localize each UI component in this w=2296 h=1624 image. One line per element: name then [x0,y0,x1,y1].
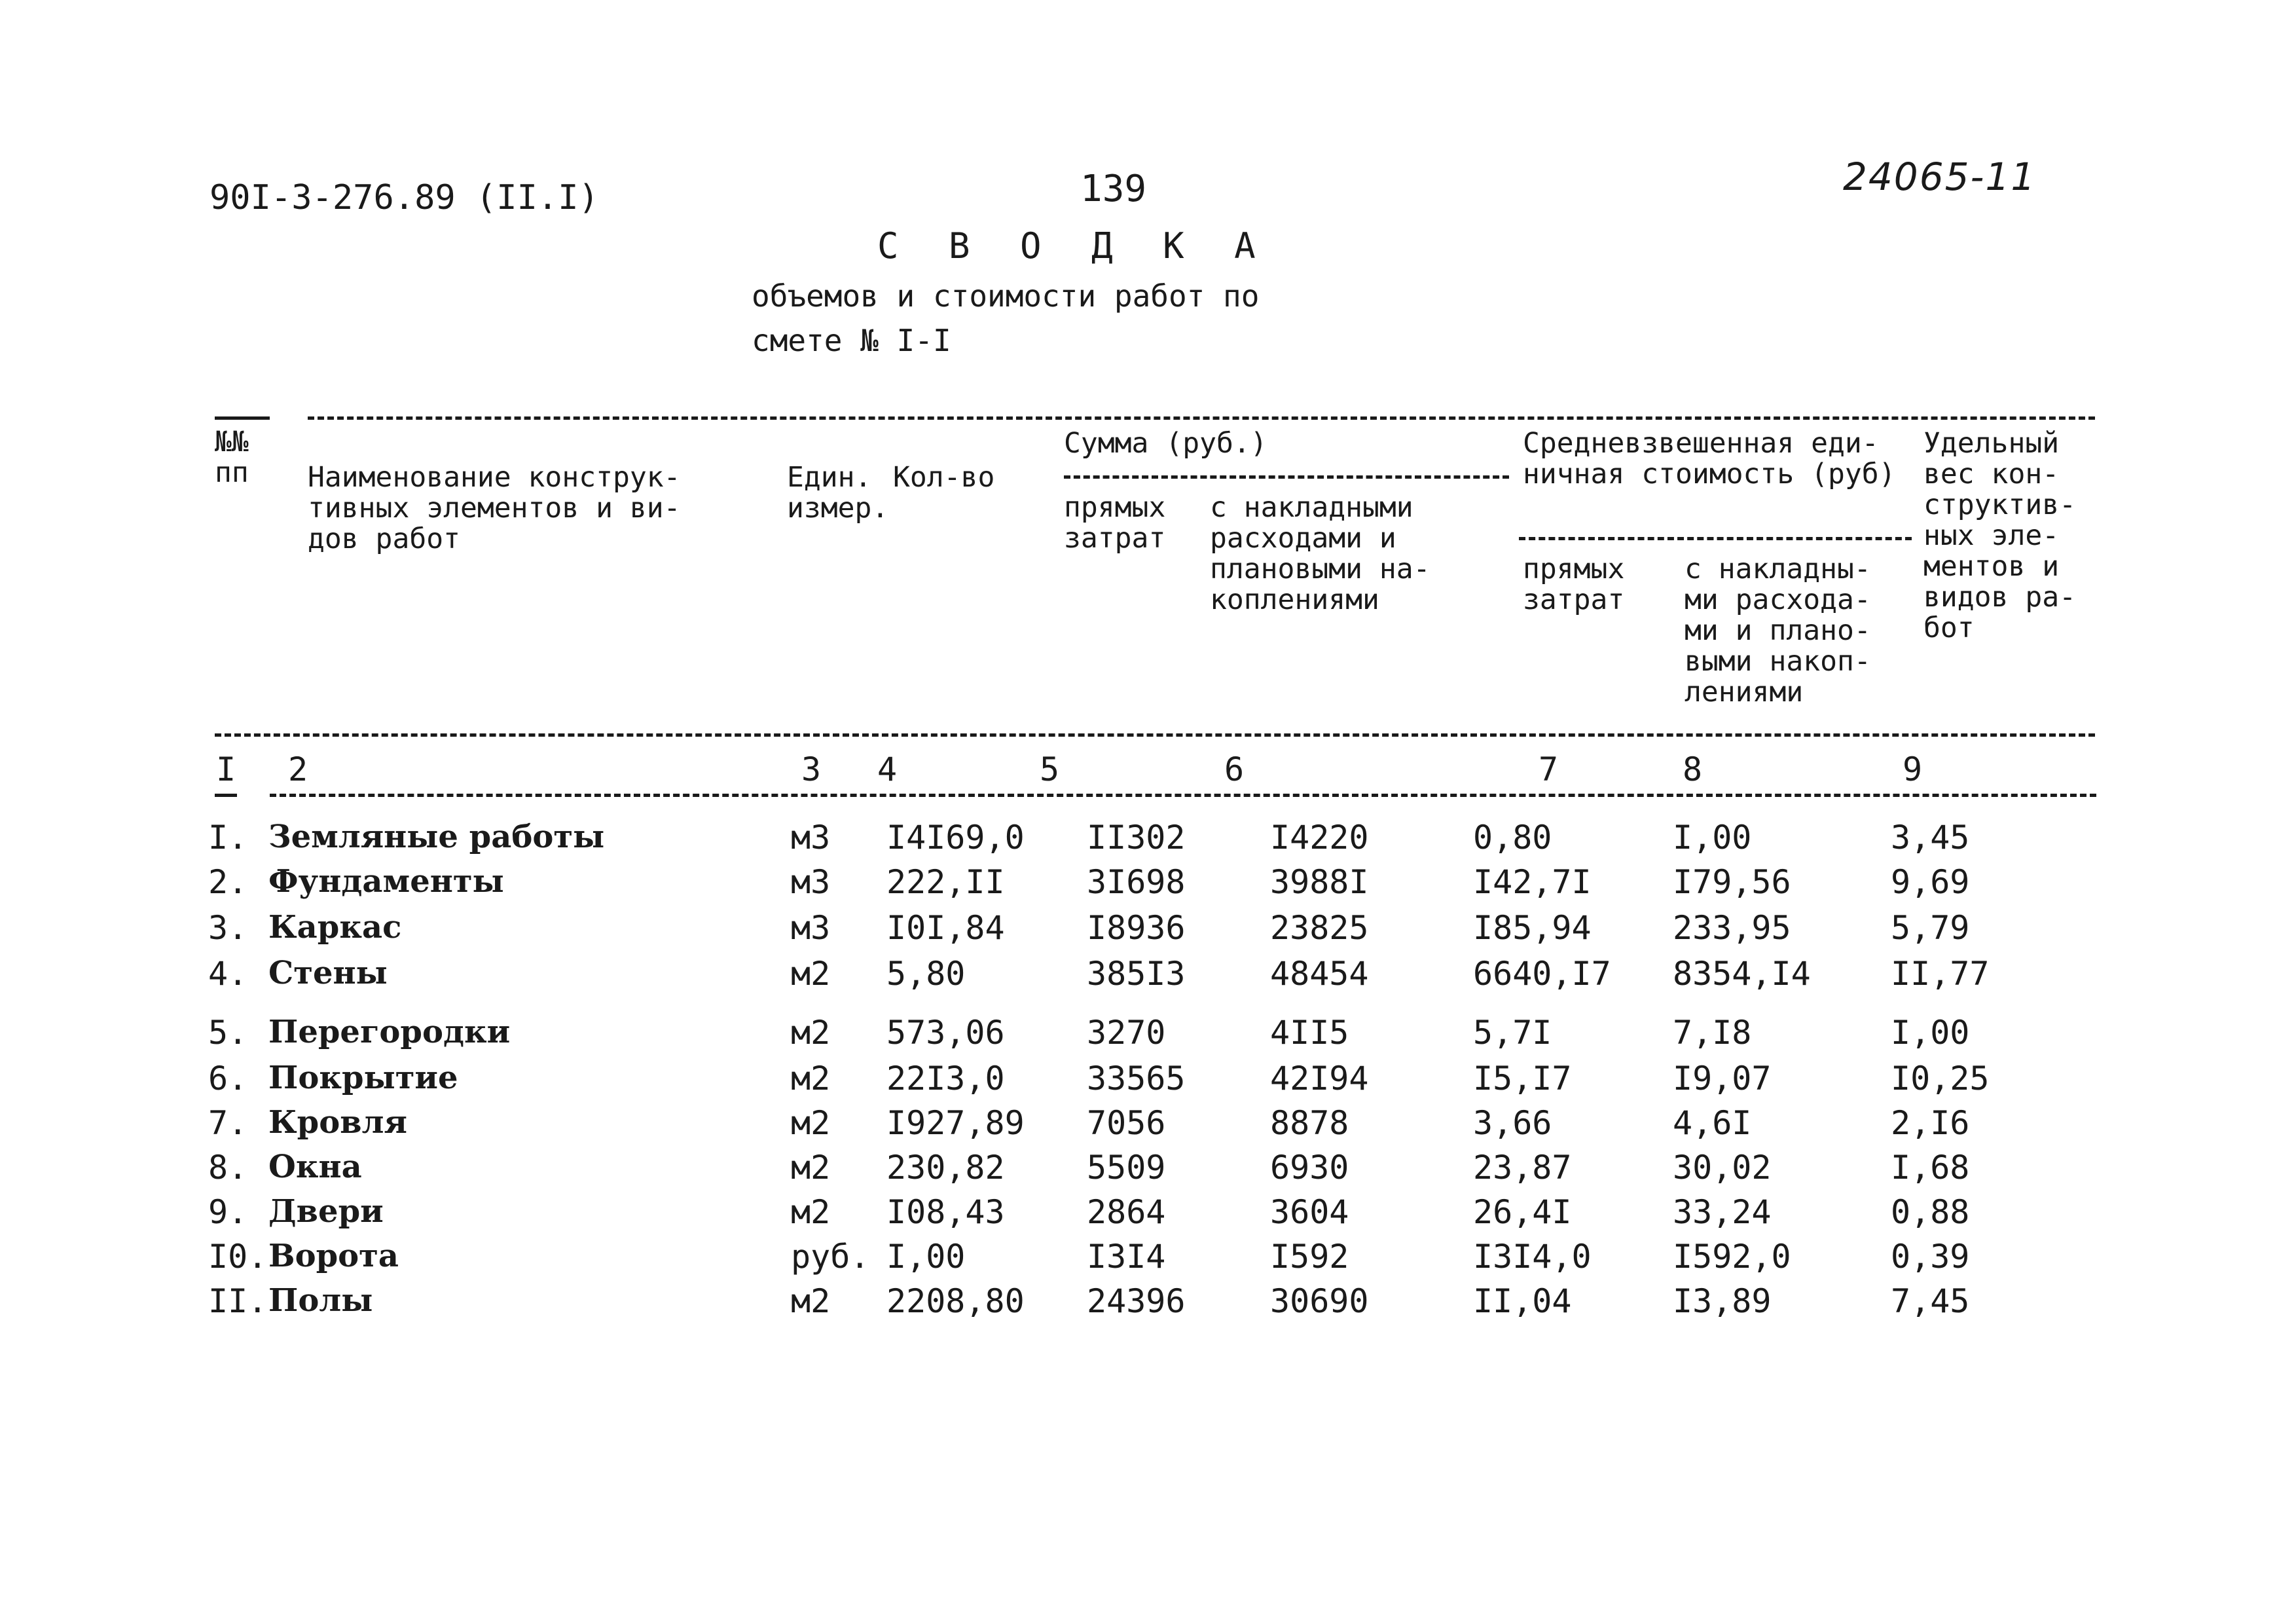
cell-avg-overhead: I,00 [1673,819,1752,857]
cell-num: I0. [208,1238,268,1276]
header-avg-overhead: с накладны- ми расхода- ми и плано- выми накоп- лениями [1685,553,1871,709]
column-number: 8 [1683,750,1703,788]
cell-avg-direct: 0,80 [1473,819,1552,857]
cell-name: Двери [268,1193,384,1230]
cell-share: 0,39 [1891,1238,1970,1276]
table-top-rule [215,416,270,420]
cell-qty: I927,89 [886,1104,1025,1142]
cell-direct: 5509 [1087,1149,1166,1187]
cell-name: Фундаменты [268,863,504,900]
column-number-underline [215,794,237,797]
header-avg-group: Средневзвешенная еди- ничная стоимость (руб) [1523,427,1896,490]
column-number: 9 [1903,750,1923,788]
column-number: 7 [1539,750,1559,788]
cell-unit: м2 [791,955,831,993]
cell-share: I,00 [1891,1014,1970,1052]
cell-name: Каркас [268,909,402,946]
cell-avg-overhead: 4,6I [1673,1104,1752,1142]
cell-unit: руб. [791,1238,870,1276]
cell-unit: м3 [791,863,831,901]
cell-avg-direct: I85,94 [1473,909,1592,947]
cell-avg-overhead: I9,07 [1673,1060,1772,1098]
cell-name: Покрытие [268,1060,458,1096]
header-share: Удельный вес кон- структив- ных эле- ментов и видов ра- бот [1923,427,2076,644]
cell-share: 9,69 [1891,863,1970,901]
cell-num: 2. [208,863,248,901]
cell-overhead: 23825 [1270,909,1369,947]
cell-num: 8. [208,1149,248,1187]
cell-overhead: 30690 [1270,1282,1369,1320]
cell-avg-overhead: I3,89 [1673,1282,1772,1320]
cell-avg-direct: 6640,I7 [1473,955,1611,993]
cell-avg-direct: 3,66 [1473,1104,1552,1142]
cell-direct: 3I698 [1087,863,1186,901]
document-code: 90I-3-276.89 (II.I) [210,178,599,217]
cell-unit: м3 [791,909,831,947]
cell-num: I. [208,819,248,857]
cell-name: Перегородки [268,1014,511,1050]
cell-avg-overhead: 8354,I4 [1673,955,1811,993]
cell-direct: 385I3 [1087,955,1186,993]
header-unit: Един. измер. [787,461,889,525]
column-number: 3 [801,750,822,788]
cell-qty: I,00 [886,1238,966,1276]
cell-overhead: 42I94 [1270,1060,1369,1098]
cell-num: 5. [208,1014,248,1052]
header-num: №№ пп [215,426,249,489]
cell-overhead: 48454 [1270,955,1369,993]
cell-share: II,77 [1891,955,1990,993]
header-sum-group: Сумма (руб.) [1064,427,1267,460]
header-bottom-rule [215,733,2095,737]
handwritten-number: 24065-11 [1843,155,2037,199]
column-number-rule [270,794,2096,797]
cell-qty: 230,82 [886,1149,1005,1187]
cell-overhead: I592 [1270,1238,1349,1276]
cell-direct: 33565 [1087,1060,1186,1098]
cell-name: Полы [268,1282,373,1319]
cell-avg-direct: 23,87 [1473,1149,1572,1187]
cell-avg-direct: II,04 [1473,1282,1572,1320]
cell-avg-direct: I3I4,0 [1473,1238,1592,1276]
cell-direct: 2864 [1087,1193,1166,1231]
cell-overhead: 3604 [1270,1193,1349,1231]
cell-qty: 2208,80 [886,1282,1025,1320]
table-top-rule [308,416,2095,420]
cell-num: II. [208,1282,268,1320]
cell-direct: I3I4 [1087,1238,1166,1276]
sum-group-rule [1064,475,1509,479]
column-number: 4 [877,750,898,788]
cell-unit: м2 [791,1149,831,1187]
cell-avg-direct: 5,7I [1473,1014,1552,1052]
cell-avg-overhead: 33,24 [1673,1193,1772,1231]
cell-unit: м2 [791,1014,831,1052]
column-number: I [216,750,236,788]
header-qty: Кол-во [893,461,995,494]
cell-qty: 5,80 [886,955,966,993]
cell-unit: м2 [791,1282,831,1320]
cell-name: Стены [268,955,388,991]
cell-avg-overhead: I592,0 [1673,1238,1791,1276]
cell-num: 4. [208,955,248,993]
cell-unit: м2 [791,1104,831,1142]
cell-unit: м2 [791,1060,831,1098]
cell-direct: 7056 [1087,1104,1166,1142]
cell-share: I0,25 [1891,1060,1990,1098]
page-number: 139 [1080,168,1147,210]
cell-overhead: 4II5 [1270,1014,1349,1052]
header-avg-direct: прямых затрат [1523,553,1625,616]
cell-share: 3,45 [1891,819,1970,857]
cell-direct: 24396 [1087,1282,1186,1320]
header-sum-overhead: с накладными расходами и плановыми на- коплениями [1210,491,1430,616]
document-subtitle [752,274,1259,363]
cell-num: 6. [208,1060,248,1098]
subtitle-line: объемов и стоимости работ по [752,278,1260,314]
cell-num: 7. [208,1104,248,1142]
cell-name: Земляные работы [268,819,605,855]
cell-name: Окна [268,1149,362,1185]
cell-share: 5,79 [1891,909,1970,947]
cell-avg-direct: I42,7I [1473,863,1592,901]
cell-overhead: 3988I [1270,863,1369,901]
cell-overhead: 8878 [1270,1104,1349,1142]
cell-num: 3. [208,909,248,947]
cell-qty: 573,06 [886,1014,1005,1052]
cell-name: Ворота [268,1238,399,1274]
cell-qty: I0I,84 [886,909,1005,947]
column-number: 5 [1040,750,1060,788]
cell-qty: 222,II [886,863,1005,901]
column-number: 6 [1224,750,1245,788]
cell-avg-overhead: 7,I8 [1673,1014,1752,1052]
cell-num: 9. [208,1193,248,1231]
cell-avg-direct: I5,I7 [1473,1060,1572,1098]
cell-avg-overhead: 233,95 [1673,909,1791,947]
cell-unit: м2 [791,1193,831,1231]
cell-direct: II302 [1087,819,1186,857]
cell-share: I,68 [1891,1149,1970,1187]
cell-share: 7,45 [1891,1282,1970,1320]
avg-group-rule [1519,537,1912,540]
cell-qty: I4I69,0 [886,819,1025,857]
cell-qty: 22I3,0 [886,1060,1005,1098]
cell-overhead: 6930 [1270,1149,1349,1187]
cell-direct: I8936 [1087,909,1186,947]
cell-name: Кровля [268,1104,407,1141]
cell-avg-direct: 26,4I [1473,1193,1572,1231]
document-title: С В О Д К А [877,225,1270,267]
cell-avg-overhead: I79,56 [1673,863,1791,901]
subtitle-line: смете № I-I [752,323,951,358]
cell-share: 2,I6 [1891,1104,1970,1142]
cell-overhead: I4220 [1270,819,1369,857]
header-sum-direct: прямых затрат [1064,491,1166,555]
cell-unit: м3 [791,819,831,857]
cell-avg-overhead: 30,02 [1673,1149,1772,1187]
column-number: 2 [288,750,308,788]
cell-direct: 3270 [1087,1014,1166,1052]
cell-qty: I08,43 [886,1193,1005,1231]
header-name: Наименование конструк- тивных элементов и ви- дов работ [308,461,681,555]
cell-share: 0,88 [1891,1193,1970,1231]
